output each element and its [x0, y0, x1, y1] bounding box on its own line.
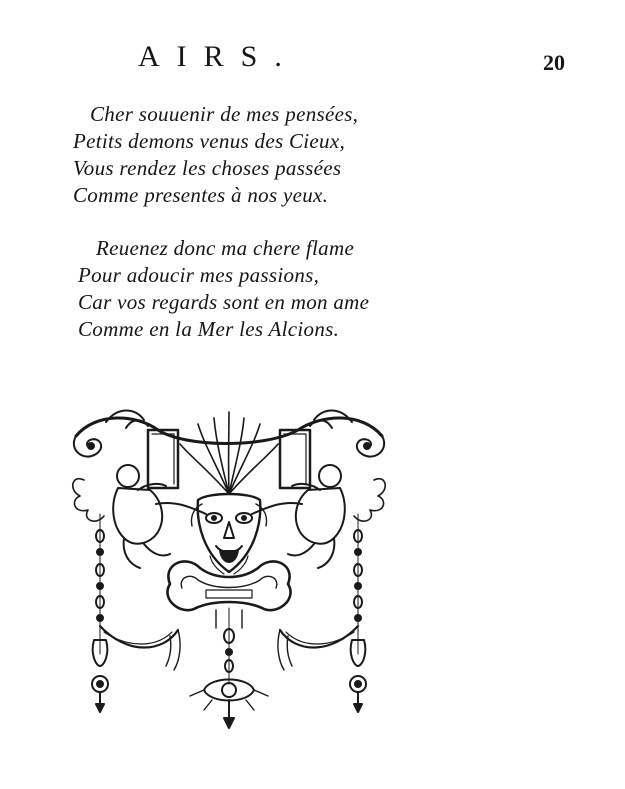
verse-line: Car vos regards sont en mon ame: [78, 290, 370, 314]
verse-line: Petits demons venus des Cieux,: [73, 129, 346, 153]
verse-line: Comme en la Mer les Alcions.: [78, 317, 340, 341]
page-number: 20: [543, 50, 565, 75]
verse-line: Cher souuenir de mes pensées,: [90, 102, 359, 126]
verse-line: Pour adoucir mes passions,: [78, 263, 320, 287]
verse-line: Vous rendez les choses passées: [73, 156, 342, 180]
tailpiece-ornament-icon: [66, 404, 392, 734]
verse-line: Comme presentes à nos yeux.: [73, 183, 329, 207]
running-title: AIRS.: [138, 40, 299, 73]
verse-line: Reuenez donc ma chere flame: [96, 236, 355, 260]
